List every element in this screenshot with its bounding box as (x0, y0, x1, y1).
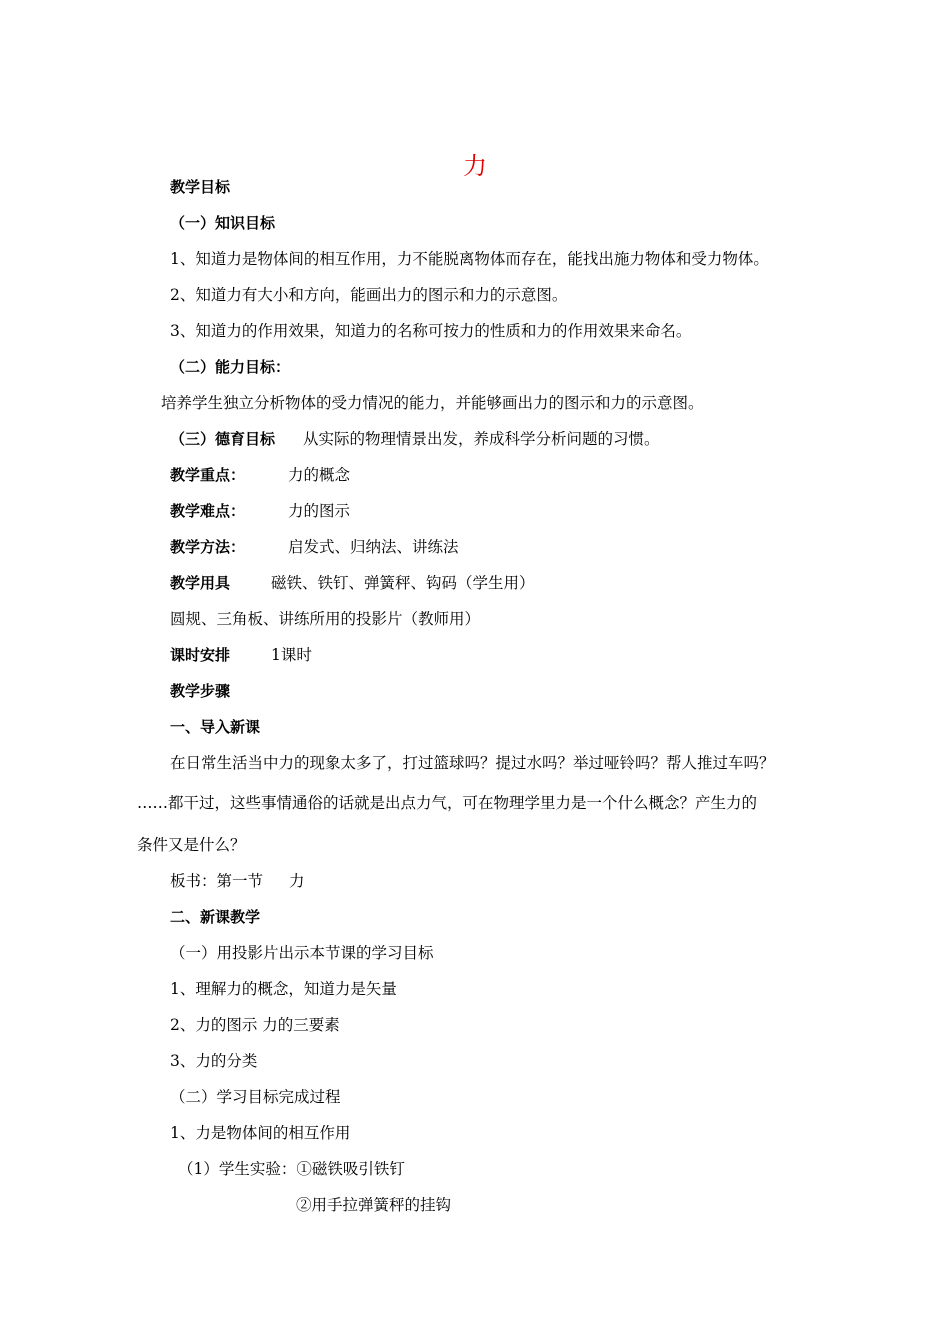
new-lesson-sub-2: （二）学习目标完成过程 (170, 1088, 341, 1106)
new-lesson-sub-1: （一）用投影片出示本节课的学习目标 (170, 944, 434, 962)
steps-heading: 教学步骤 (170, 682, 231, 700)
knowledge-item-2: 2、知道力有大小和方向，能画出力的图示和力的示意图。 (170, 286, 568, 304)
schedule-value: 1课时 (271, 646, 312, 664)
tools-label: 教学用具 (170, 574, 231, 592)
difficulty-line (170, 500, 245, 522)
moral-text: 从实际的物理情景出发，养成科学分析问题的习惯。 (303, 430, 660, 448)
moral-heading: （三）德育目标 (170, 430, 276, 448)
moral-line (170, 428, 660, 450)
knowledge-heading: （一）知识目标 (170, 214, 276, 232)
document-title: 力 (463, 152, 487, 180)
difficulty-value: 力的图示 (288, 502, 351, 520)
experiment-item-1: ①磁铁吸引铁钉 (296, 1160, 405, 1178)
method-line (170, 536, 245, 558)
point-1: 1、力是物体间的相互作用 (170, 1124, 351, 1142)
key-point-label: 教学重点： (170, 466, 246, 484)
goal-item-3: 3、力的分类 (170, 1052, 258, 1070)
schedule-label: 课时安排 (170, 646, 231, 664)
board-label: 板书：第一节 (170, 872, 264, 890)
intro-paragraph-1: 在日常生活当中力的现象太多了，打过篮球吗？提过水吗？举过哑铃吗？帮人推过车吗？ (170, 754, 775, 772)
tools-line (170, 572, 230, 594)
intro-paragraph-3: 条件又是什么？ (137, 836, 246, 854)
intro-heading: 一、导入新课 (170, 718, 261, 736)
schedule-line (170, 644, 230, 666)
ability-text: 培养学生独立分析物体的受力情况的能力，并能够画出力的图示和力的示意图。 (161, 394, 704, 412)
board-value: 力 (289, 872, 305, 890)
key-point-line (170, 464, 245, 486)
difficulty-label: 教学难点： (170, 502, 246, 520)
ability-heading: （二）能力目标： (170, 358, 291, 376)
experiment-label: （1）学生实验： (178, 1160, 297, 1178)
tools-value: 磁铁、铁钉、弹簧秤、钩码（学生用） (271, 574, 535, 592)
experiment-line (178, 1158, 405, 1180)
intro-paragraph-2: ……都干过，这些事情通俗的话就是出点力气，可在物理学里力是一个什么概念？产生力的 (137, 794, 758, 812)
method-label: 教学方法： (170, 538, 246, 556)
tools-line-2: 圆规、三角板、讲练所用的投影片（教师用） (170, 610, 481, 628)
experiment-item-2: ②用手拉弹簧秤的挂钩 (296, 1196, 452, 1214)
knowledge-item-3: 3、知道力的作用效果，知道力的名称可按力的性质和力的作用效果来命名。 (170, 322, 692, 340)
new-lesson-heading: 二、新课教学 (170, 908, 261, 926)
board-line (170, 870, 305, 892)
key-point-value: 力的概念 (288, 466, 351, 484)
knowledge-item-1: 1、知道力是物体间的相互作用，力不能脱离物体而存在，能找出施力物体和受力物体。 (170, 250, 769, 268)
goal-item-1: 1、理解力的概念，知道力是矢量 (170, 980, 397, 998)
objectives-heading: 教学目标 (170, 178, 231, 196)
method-value: 启发式、归纳法、讲练法 (288, 538, 459, 556)
goal-item-2: 2、力的图示 力的三要素 (170, 1016, 340, 1034)
